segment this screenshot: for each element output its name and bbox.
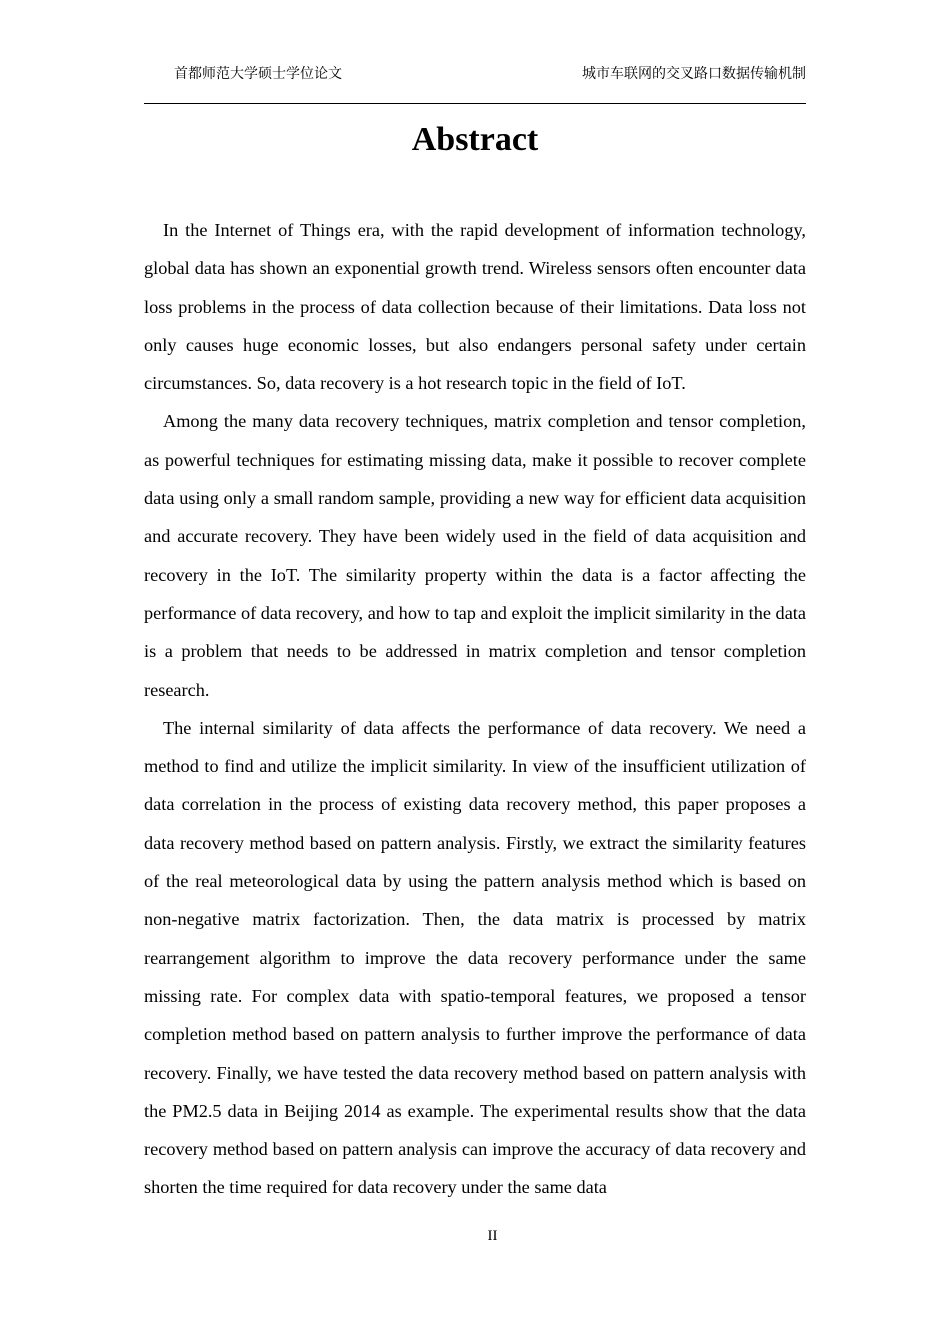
header-university: 首都师范大学硕士学位论文 [174,67,342,82]
thesis-page [144,0,806,1344]
abstract-paragraph-2: Among the many data recovery techniques, matrix completion and tensor completion, as powerful techniques for estimating missing data, make it possible to recover complete data using only a small random sample, providing a new way for efficient data acquisition and accurate recovery. They have been widely used in the field of data acquisition and recovery in the IoT. The similarity property within the data is a factor affecting the performance of data recovery, and how to tap and exploit the implicit similarity in the data is a problem that needs to be addressed in matrix completion and tensor completion research. [144,411,806,700]
page-number: II [487,1228,498,1244]
running-header [144,66,806,104]
abstract-paragraph-1: In the Internet of Things era, with the rapid development of information technology, global data has shown an exponential growth trend. Wireless sensors often encounter data loss problems in the process of data collection because of their limitations. Data loss not only causes huge economic losses, but also endangers personal safety under certain circumstances. So, data recovery is a hot research topic in the field of IoT. [144,220,806,394]
abstract-paragraph-3: The internal similarity of data affects the performance of data recovery. We need a method to find and utilize the implicit similarity. In view of the insufficient utilization of data correlation in the process of existing data recovery method, this paper proposes a data recovery method based on pattern analysis. Firstly, we extract the similarity features of the real meteorological data by using the pattern analysis method which is based on non-negative matrix factorization. Then, the data matrix is processed by matrix rearrangement algorithm to improve the data recovery performance under the same missing rate. For complex data with spatio-temporal features, we proposed a tensor completion method based on pattern analysis to further improve the performance of data recovery. Finally, we have tested the data recovery method based on pattern analysis with the PM2.5 data in Beijing 2014 as example. The experimental results show that the data recovery method based on pattern analysis can improve the accuracy of data recovery and shorten the time required for data recovery under the same data [144,717,806,1198]
header-thesis-title: 城市车联网的交叉路口数据传输机制 [582,67,806,82]
page-title: Abstract [411,121,539,158]
abstract-body [144,211,806,1207]
